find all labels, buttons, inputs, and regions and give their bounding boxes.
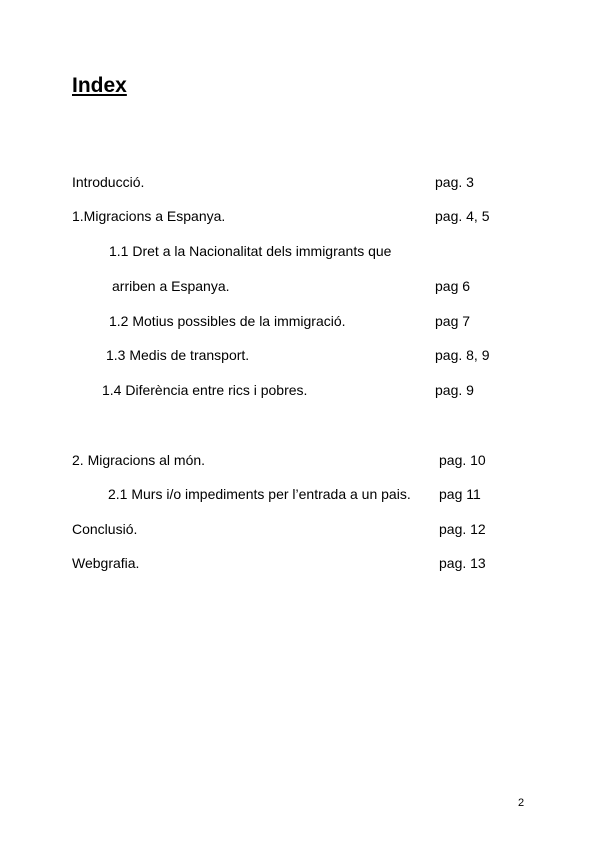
toc-entry-label: 1.Migracions a Espanya. [72, 208, 226, 224]
toc-entry-page: pag. 12 [439, 521, 486, 537]
toc-entry-page: pag. 3 [435, 174, 474, 190]
toc-entry-page: pag. 8, 9 [435, 347, 490, 363]
toc-entry-label: 1.4 Diferència entre rics i pobres. [102, 382, 308, 398]
toc-entry-page: pag. 4, 5 [435, 208, 490, 224]
toc-entry-label: 1.1 Dret a la Nacionalitat dels immigrants que [109, 243, 392, 259]
toc-entry-label: Conclusió. [72, 521, 138, 537]
toc-entry-label: 1.3 Medis de transport. [106, 347, 250, 363]
toc-entry-page: pag. 13 [439, 555, 486, 571]
toc-entry-page: pag 11 [439, 486, 481, 502]
toc-entry-label: arriben a Espanya. [112, 278, 230, 294]
toc-entry-label: 2. Migracions al món. [72, 452, 206, 468]
toc-entry-page: pag 6 [435, 278, 471, 294]
toc-entry-label: 1.2 Motius possibles de la immigració. [109, 313, 346, 329]
page-title: Index [72, 74, 127, 97]
toc-entry-page: pag. 10 [439, 452, 486, 468]
toc-entry-label: 2.1 Murs i/o impediments per l’entrada a un pais. [108, 486, 411, 502]
toc-entry-page: pag. 9 [435, 382, 474, 398]
toc-entry-page: pag 7 [435, 313, 471, 329]
toc-entry-label: Introducció. [72, 174, 145, 190]
page-number: 2 [518, 797, 525, 809]
toc-entry-label: Webgrafia. [72, 555, 140, 571]
